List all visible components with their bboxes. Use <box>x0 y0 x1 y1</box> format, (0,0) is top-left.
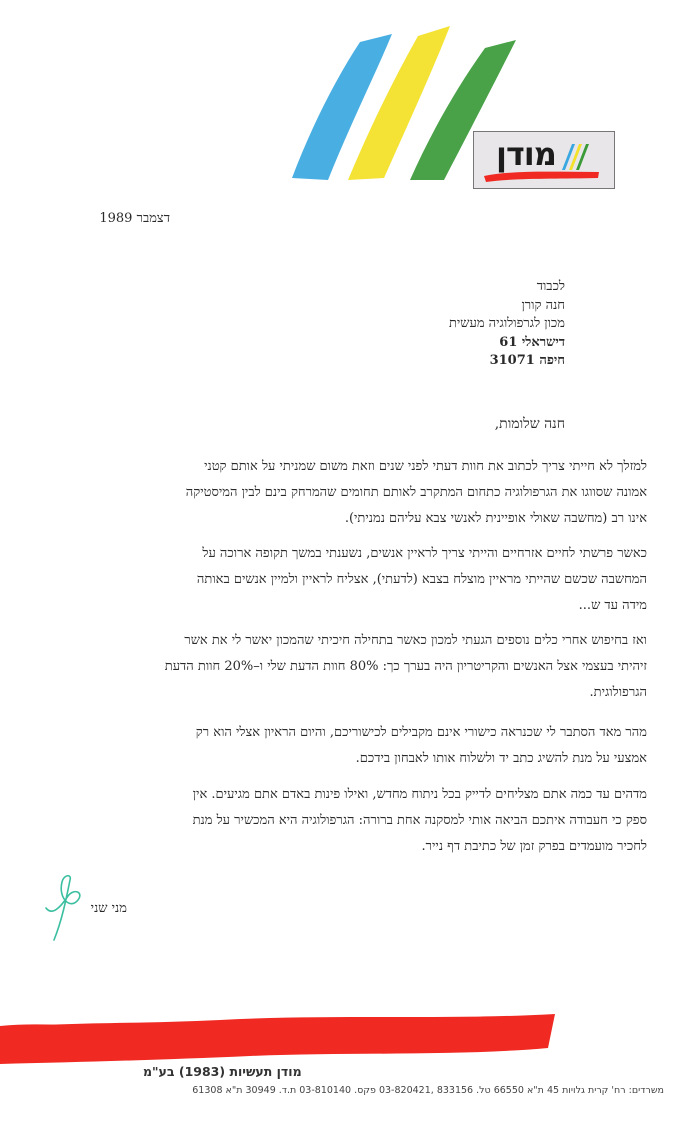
paragraph-line: מדהים עד כמה אתם מצליחים לדייק בכל ניתוח מחדש, ואילו פינות באדם אתם מגיעים. אין <box>192 787 647 802</box>
company-logo <box>473 131 615 189</box>
paragraph-line: למזלך לא חייתי צריך לכתוב את חוות דעתי לפני שנים וזאת משום שמניתי על אותם קטני <box>204 459 647 474</box>
company-name: מודן תעשיות (1983) בע"מ <box>143 1064 302 1079</box>
handwritten-signature <box>40 870 90 945</box>
paragraph-line: אינו רב (מחשבה שאולי אופיינית לאנשי צבא עליהם נמניתי). <box>344 511 647 526</box>
paragraph-line: כאשר פרשתי לחיים אזרחיים והייתי צריך לראיין אנשים, נשענתי במשך תקופה ארוכה על <box>202 546 647 561</box>
paragraph-line: אמונה שסווגו את הגרפולוגיה כתחום המתקרב לאותם תחומים שהמרחק בינם לבין המיסטיקה <box>185 485 647 500</box>
paragraph-line: זיהיתי בעצמי אצל האנשים והקריטריון היה בערך כך: 80% חוות הדעת שלי ו–20% חוות הדעת <box>164 659 647 674</box>
paragraph-4 <box>47 720 647 772</box>
letter-date: דצמבר 1989 <box>99 211 170 226</box>
paragraph-3 <box>47 628 647 706</box>
paragraph-line: הגרפולוגית. <box>589 685 647 700</box>
paragraph-line: מהר מאד הסתבר לי שכנראה כישורי אינם מקבילים לכישוריכם, והיום הראיון אצלי הוא רק <box>195 725 647 740</box>
logo-text: מודן <box>496 135 556 173</box>
address-institute: מכון לגרפולוגיה מעשית <box>448 316 565 331</box>
address-city: חיפה 31071 <box>489 353 565 368</box>
letter-greeting: חנה שלומות, <box>494 416 565 432</box>
paragraph-line: המחשבה שכשם שהייתי מראיין מוצלח בצבא (לדעתי), אצליח לראיין ולמיין אנשים באותה <box>196 572 647 587</box>
address-street: דישראלי 61 <box>499 334 565 350</box>
paragraph-line: אמצעי על מנת להשיג כתב יד ולשלוח אותו לאבחון בידכם. <box>355 751 647 766</box>
signature-name: מני שני <box>90 901 127 916</box>
paragraph-5 <box>47 782 647 860</box>
paragraph-1 <box>47 454 647 532</box>
address-name: חנה קורן <box>521 297 565 313</box>
paragraph-line: לחכיר מועמדים בפרק זמן של כתיבת דף נייר. <box>421 839 647 854</box>
paragraph-line: ואז בחיפוש אחרי כלים נוספים הגעתי למכון כאשר בתחילה חיכיתי שהמכון יאשר לי את אשר <box>184 633 647 648</box>
footer-contact-line: משרדים: רח' קרית גלויות 45 ת"א 66550 טל. 833156 ,03-820421 פקס. 03-810140 ת.ד. 30949 ת"א 61308 <box>192 1085 664 1096</box>
footer-red-brush-band <box>0 1000 675 1075</box>
address-salutation: לכבוד <box>536 279 565 294</box>
paragraph-line: ספק כי חעבודה איתכם הביאה אותי למסקנה אחת ברורה: הגרפולוגיה היא המכשיר על מנת <box>192 813 647 828</box>
paragraph-line: מידה עד ש... <box>578 598 647 613</box>
recipient-address <box>265 278 565 371</box>
paragraph-2 <box>47 541 647 619</box>
